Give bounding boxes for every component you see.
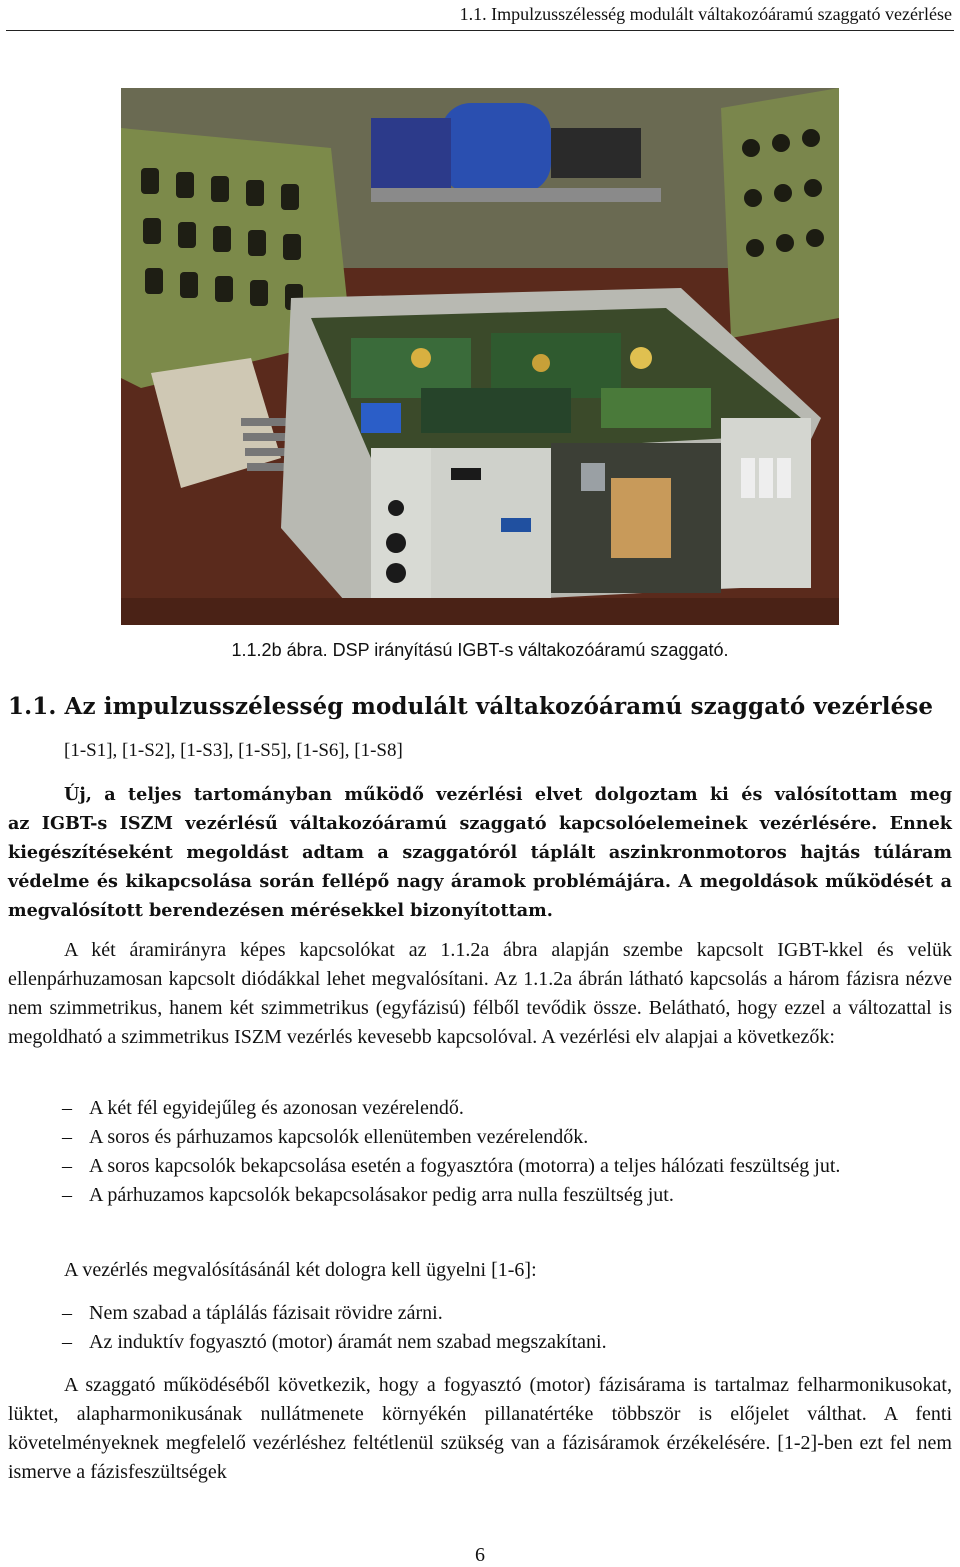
- header-rule: [6, 30, 954, 31]
- list-item: – Nem szabad a táplálás fázisait rövidre zárni.: [62, 1299, 954, 1328]
- principles-list: [62, 1094, 954, 1210]
- dash-marker: –: [62, 1302, 72, 1324]
- list-item: – A két fél egyidejűleg és azonosan vezérelendő.: [62, 1094, 954, 1123]
- paragraph-1: A két áramirányra képes kapcsolókat az 1.1.2a ábra alapján szembe kapcsolt IGBT-kkel és velük ellenpárhuzamosan kapcsolt diódákkal lehet megvalósítani. Az 1.1.2a ábrán látható kapcsolás a három fázisra nézve nem szimmetrikus, hanem két szimmetrikus (egyfázisú) félből tevődik össze. Belátható, hogy ezzel a változattal is megoldható a szimmetrikus ISZM vezérlés kevesebb kapcsolóval. A vezérlési elv alapjai a következők:: [8, 939, 952, 1048]
- dash-marker: –: [62, 1126, 72, 1148]
- running-header: 1.1. Impulzusszélesség modulált váltakozóáramú szaggató vezérlése: [459, 4, 952, 24]
- page-number: 6: [475, 1544, 485, 1566]
- thesis-statement: [8, 780, 952, 925]
- figure-caption: 1.1.2b ábra. DSP irányítású IGBT-s váltakozóáramú szaggató.: [231, 640, 729, 660]
- paragraph-2: A vezérlés megvalósításánál két dologra kell ügyelni [1-6]:: [64, 1259, 537, 1281]
- dash-marker: –: [62, 1097, 72, 1119]
- thesis-first-line: Új, a teljes tartományban működő vezérlési elvet dolgoztam ki és valósítottam meg: [64, 784, 952, 805]
- list-item: – A soros kapcsolók bekapcsolása esetén a fogyasztóra (motorra) a teljes hálózati feszültség jut.: [62, 1152, 954, 1181]
- list-item: – Az induktív fogyasztó (motor) áramát nem szabad megszakítani.: [62, 1328, 954, 1357]
- dash-marker: –: [62, 1331, 72, 1353]
- requirements-list: [62, 1299, 954, 1357]
- list-item: – A párhuzamos kapcsolók bekapcsolásakor pedig arra nulla feszültség jut.: [62, 1181, 954, 1210]
- paragraph-3: A szaggató működéséből következik, hogy a fogyasztó (motor) fázisárama is tartalmaz felharmonikusokat, lüktet, alapharmonikusának nullátmenete környékén pillanatértéke többször is előjelet válthat. A fenti követelményeknek megfelelő vezérléshez feltétlenül szükség van a fázisáramok érzékelésére. [1-2]-ben ezt fel nem ismerve a fázisfeszültségek: [8, 1374, 952, 1483]
- figure-photo: [121, 88, 839, 625]
- section-heading: 1.1. Az impulzusszélesség modulált váltakozóáramú szaggató vezérlése: [8, 693, 934, 720]
- list-item: – A soros és párhuzamos kapcsolók ellenütemben vezérelendők.: [62, 1123, 954, 1152]
- dash-marker: –: [62, 1184, 72, 1206]
- dash-marker: –: [62, 1155, 72, 1177]
- thesis-rest: az IGBT-s ISZM vezérlésű váltakozóáramú szaggató kapcsolóelemeinek vezérlésére. Ennek kiegészítéseként megoldást adtam a szaggatóról táplált aszinkronmotoros hajtás túláram védelme és kikapcsolása során fellépő nagy áramok problémájára. A megoldások működését a megvalósított berendezésen mérésekkel bizonyítottam.: [8, 813, 952, 921]
- citations: [1-S1], [1-S2], [1-S3], [1-S5], [1-S6], [1-S8]: [64, 740, 403, 761]
